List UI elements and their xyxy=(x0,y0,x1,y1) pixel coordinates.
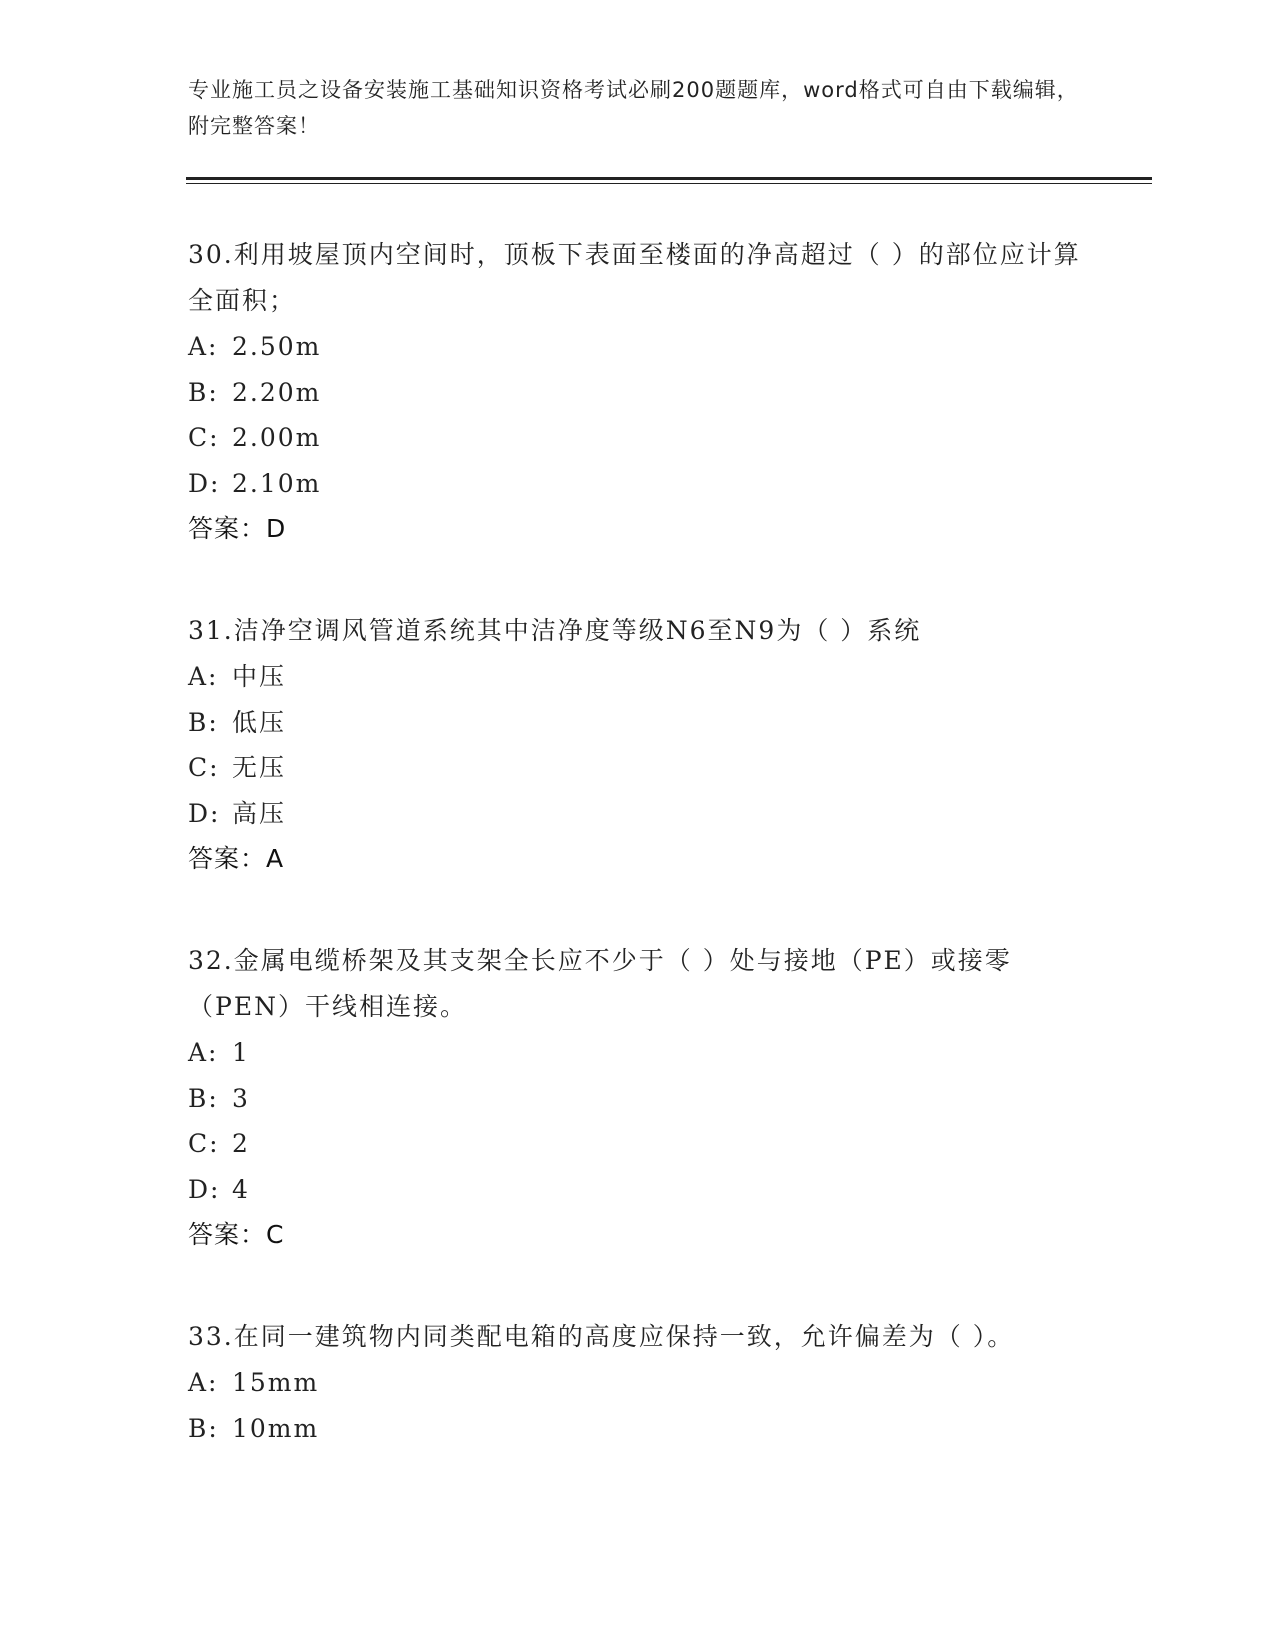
option-key: B: xyxy=(188,377,219,407)
option-key: C: xyxy=(188,753,220,782)
option-d xyxy=(188,461,1088,507)
option-key: A: xyxy=(188,1368,219,1397)
option-value: 无压 xyxy=(232,753,287,782)
option-value: 中压 xyxy=(232,662,287,691)
option-b xyxy=(188,370,1088,416)
option-value: 15mm xyxy=(232,1368,320,1397)
question-text: 33.在同一建筑物内同类配电箱的高度应保持一致，允许偏差为（ ）。 xyxy=(188,1322,1015,1351)
option-key: C: xyxy=(188,1129,220,1158)
option-value: 低压 xyxy=(232,707,287,737)
option-d xyxy=(188,791,1088,837)
answer-line: 答案：D xyxy=(188,514,287,543)
option-c xyxy=(188,1121,1088,1167)
option-value: 10mm xyxy=(232,1413,320,1443)
option-key: D: xyxy=(188,1174,221,1204)
question-text: 32.金属电缆桥架及其支架全长应不少于（ ）处与接地（PE）或接零（PEN）干线相连接。 xyxy=(188,946,1012,1021)
option-c xyxy=(188,745,1088,791)
option-value: 1 xyxy=(232,1038,250,1067)
document-header: 专业施工员之设备安装施工基础知识资格考试必刷200题题库，word格式可自由下载编辑，附完整答案！ xyxy=(188,78,1079,138)
header-divider-thin xyxy=(186,183,1152,184)
option-value: 2.50m xyxy=(232,332,322,361)
option-key: A: xyxy=(188,1038,219,1067)
option-key: B: xyxy=(188,707,219,737)
option-key: A: xyxy=(188,662,219,691)
question-text: 30.利用坡屋顶内空间时，顶板下表面至楼面的净高超过（ ）的部位应计算全面积； xyxy=(188,240,1081,315)
option-value: 高压 xyxy=(232,798,287,828)
question-30 xyxy=(188,232,1088,552)
header-divider-thick xyxy=(186,177,1152,180)
option-b xyxy=(188,700,1088,746)
option-value: 3 xyxy=(232,1083,250,1113)
option-c xyxy=(188,415,1088,461)
option-key: C: xyxy=(188,423,220,452)
answer-line: 答案：A xyxy=(188,844,285,873)
option-key: D: xyxy=(188,798,221,828)
option-key: A: xyxy=(188,332,219,361)
answer-line: 答案：C xyxy=(188,1220,285,1249)
option-a xyxy=(188,654,1088,700)
option-a xyxy=(188,324,1088,370)
option-key: B: xyxy=(188,1413,219,1443)
question-32 xyxy=(188,938,1088,1258)
question-31 xyxy=(188,608,1088,882)
option-b xyxy=(188,1406,1088,1452)
option-key: B: xyxy=(188,1083,219,1113)
question-text: 31.洁净空调风管道系统其中洁净度等级N6至N9为（ ）系统 xyxy=(188,616,922,645)
option-b xyxy=(188,1076,1088,1122)
option-d xyxy=(188,1167,1088,1213)
option-a xyxy=(188,1030,1088,1076)
option-a xyxy=(188,1360,1088,1406)
question-list xyxy=(188,232,1088,1507)
option-key: D: xyxy=(188,468,221,498)
option-value: 4 xyxy=(232,1174,250,1204)
option-value: 2 xyxy=(232,1129,250,1158)
question-33 xyxy=(188,1314,1088,1451)
option-value: 2.10m xyxy=(232,468,322,498)
option-value: 2.20m xyxy=(232,377,322,407)
option-value: 2.00m xyxy=(232,423,322,452)
